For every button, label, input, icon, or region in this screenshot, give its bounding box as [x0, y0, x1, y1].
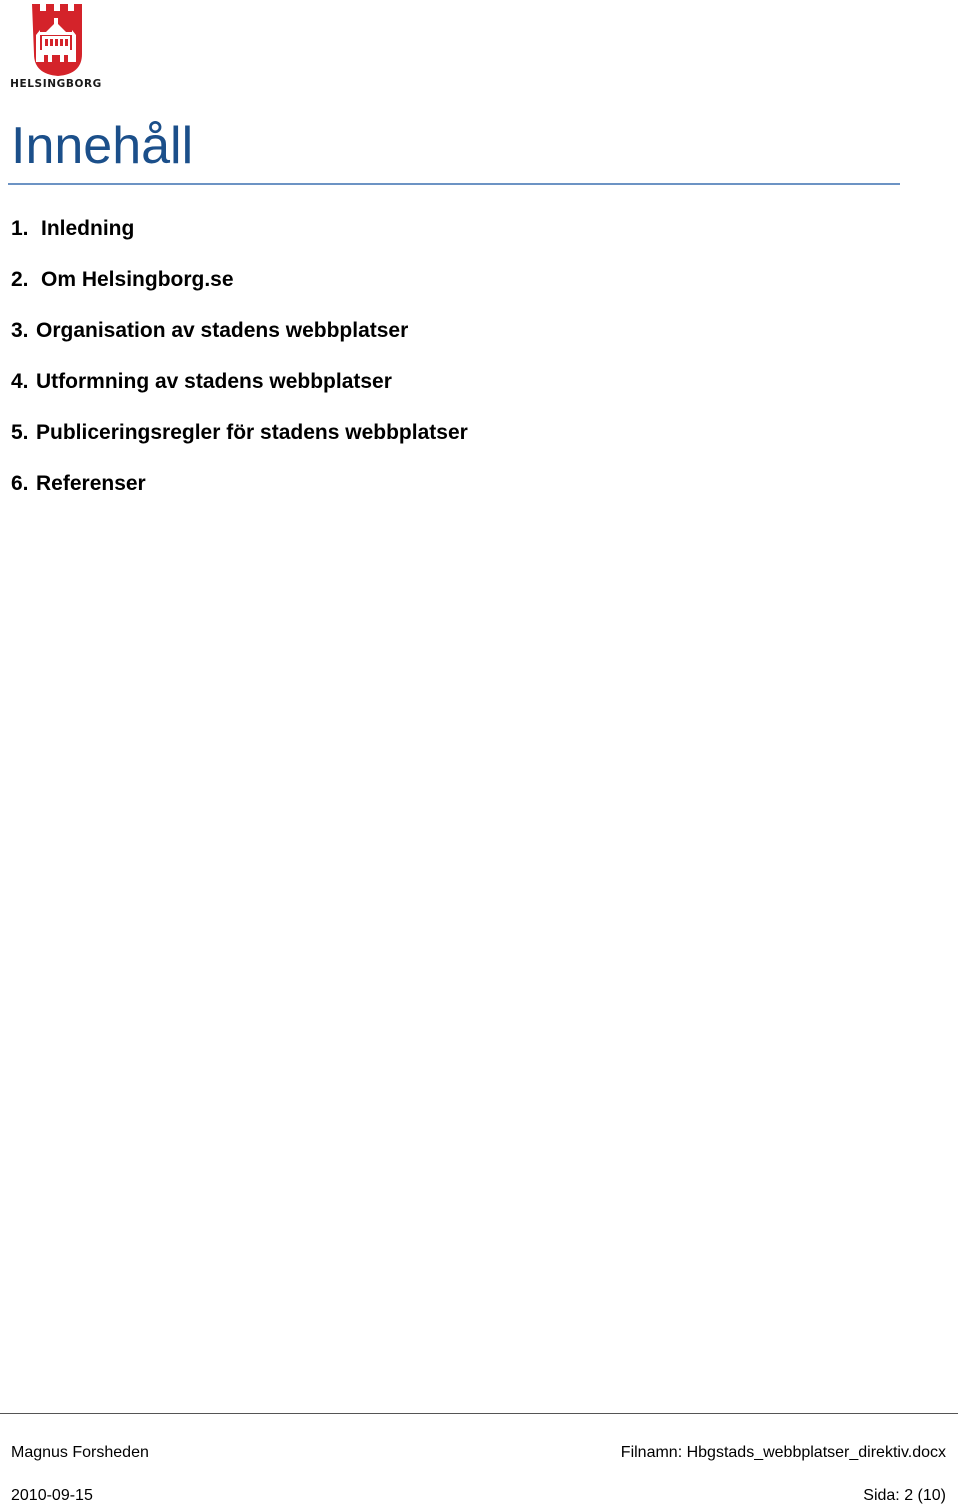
title-divider	[8, 183, 900, 185]
table-of-contents	[11, 212, 468, 518]
city-crest-icon	[10, 2, 102, 80]
toc-item-label: Publiceringsregler för stadens webbplatser	[36, 421, 468, 444]
toc-item-number: 2.	[11, 268, 29, 291]
footer-divider	[0, 1413, 958, 1414]
toc-item-number: 6.	[11, 472, 29, 495]
toc-item-publiceringsregler[interactable]	[11, 416, 468, 467]
toc-item-organisation[interactable]	[11, 314, 468, 365]
footer-date: 2010-09-15	[11, 1487, 93, 1504]
footer-filename: Filnamn: Hbgstads_webbplatser_direktiv.docx	[620, 1444, 946, 1461]
toc-item-referenser[interactable]	[11, 467, 468, 518]
toc-item-label: Om Helsingborg.se	[41, 268, 234, 291]
toc-item-number: 3.	[11, 319, 29, 342]
page-title: Innehåll	[11, 117, 194, 175]
toc-item-number: 1.	[11, 217, 29, 240]
footer-author: Magnus Forsheden	[11, 1444, 149, 1461]
logo-wordmark: HELSINGBORG	[10, 78, 102, 90]
toc-item-inledning[interactable]	[11, 212, 468, 263]
helsingborg-logo	[10, 2, 102, 94]
toc-item-utformning[interactable]	[11, 365, 468, 416]
toc-item-label: Utformning av stadens webbplatser	[36, 370, 392, 393]
toc-item-label: Organisation av stadens webbplatser	[36, 319, 409, 342]
toc-item-label: Inledning	[41, 217, 135, 240]
footer-page-number: Sida: 2 (10)	[863, 1487, 946, 1504]
toc-item-number: 5.	[11, 421, 29, 444]
toc-item-label: Referenser	[36, 472, 146, 495]
toc-item-om-helsingborg[interactable]	[11, 263, 468, 314]
toc-item-number: 4.	[11, 370, 29, 393]
